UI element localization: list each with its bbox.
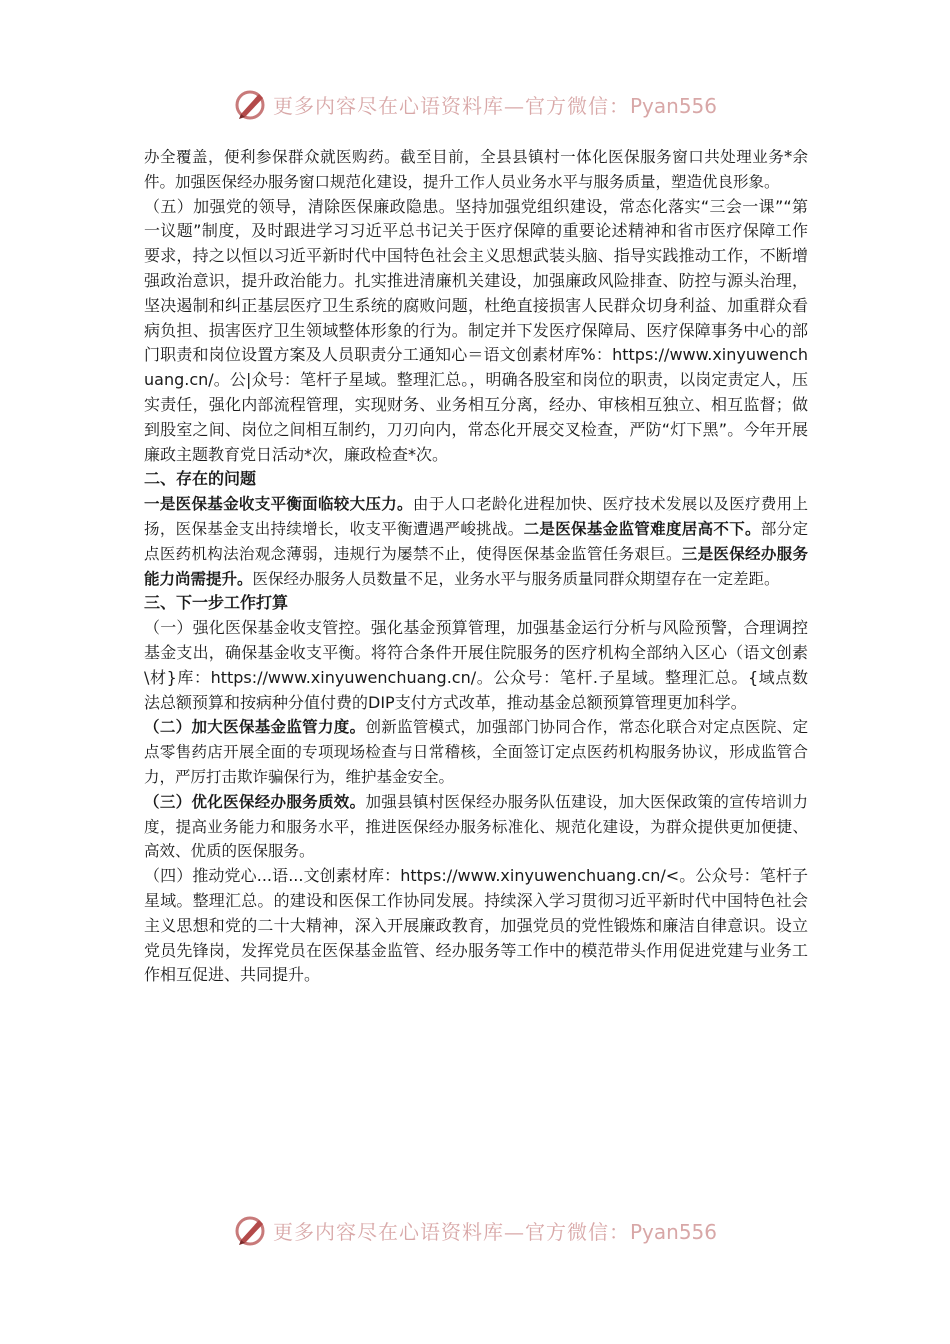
bold-lead: （三）优化医保经办服务质效。 <box>144 791 366 811</box>
paragraph <box>144 492 808 591</box>
bold-lead: 三是医保经办服务能力尚需提升。 <box>144 543 808 588</box>
text-run: 办全覆盖，便利参保群众就医购药。截至目前，全县县镇村一体化医保服务窗口共处理业务*余件。加强医保经办服务窗口规范化建设，提升工作人员业务水平与服务质量，塑造优良形象。 <box>144 148 808 191</box>
bold-lead: （二）加大医保基金监管力度。 <box>144 717 366 737</box>
wechat-id: Pyan556 <box>629 1219 717 1244</box>
text-run: 部分定点医药机构法治观念薄弱，违规行为屡禁不止，使得医保基金监管任务艰巨。 <box>144 519 808 563</box>
banner-text: 更多内容尽在心语资料库—官方微信：Pyan556 <box>272 93 717 118</box>
pen-logo-icon <box>233 86 269 122</box>
paragraph <box>144 715 808 789</box>
text-run: 由于人口老龄化进程加快、医疗技术发展以及医疗费用上扬，医保基金支出持续增长，收支平衡遭遇严峻挑战。 <box>144 495 808 538</box>
text-run: 医保经办服务人员数量不足，业务水平与服务质量同群众期望存在一定差距。 <box>252 569 780 588</box>
text-run: （四）推动党心...语...文创素材库：https://www.xinyuwenchuang.cn/<。公众号：笔杆子星域。整理汇总。的建设和医保工作协同发展。持续深入学习贯彻习近平新时代中国特色社会主义思想和党的二十大精神，深入开展廉政教育，加强党员的党性锻炼和廉洁自律意识。设立党员先锋岗，发挥党员在医保基金监管、经办服务等工作中的模范带头作用促进党建与业务工作相互促进、共同提升。 <box>144 866 808 985</box>
paragraph <box>144 195 808 468</box>
footer-banner <box>0 1208 950 1252</box>
paragraph <box>144 864 808 988</box>
text-run: 创新监管模式，加强部门协同合作，常态化联合对定点医院、定点零售药店开展全面的专项现场检查与日常稽核，全面签订定点医药机构服务协议，形成监管合力，严厉打击欺诈骗保行为，维护基金安全。 <box>144 718 808 786</box>
paragraph <box>144 790 808 864</box>
document-body <box>144 145 808 988</box>
text-run: 三、下一步工作打算 <box>144 593 289 613</box>
section-heading <box>144 591 808 616</box>
bold-lead: 一是医保基金收支平衡面临较大压力。 <box>144 494 413 514</box>
paragraph <box>144 616 808 715</box>
pen-logo-icon <box>233 1212 269 1248</box>
wechat-id: Pyan556 <box>629 93 717 118</box>
banner-text: 更多内容尽在心语资料库—官方微信：Pyan556 <box>272 1219 717 1244</box>
text-run: （一）强化医保基金收支管控。强化基金预算管理，加强基金运行分析与风险预警，合理调控基金支出，确保基金收支平衡。将符合条件开展住院服务的医疗机构全部纳入区心（语文创素\材}库：https://www.xinyuwenchuang.cn/。公众号：笔杆.子星域。整理汇总。{域点数法总额预算和按病种分值付费的DIP支付方式改革，推动基金总额预算管理更加科学。 <box>144 618 808 712</box>
header-banner <box>0 82 950 126</box>
text-run: 加强县镇村医保经办服务队伍建设，加大医保政策的宣传培训力度，提高业务能力和服务水平，推进医保经办服务标准化、规范化建设，为群众提供更加便捷、高效、优质的医保服务。 <box>144 792 808 861</box>
bold-lead: 二是医保基金监管难度居高不下。 <box>523 518 761 538</box>
section-heading <box>144 467 808 492</box>
paragraph <box>144 145 808 195</box>
text-run: （五）加强党的领导，清除医保廉政隐患。坚持加强党组织建设，常态化落实“三会一课”“第一议题”制度，及时跟进学习习近平总书记关于医疗保障的重要论述精神和省市医疗保障工作要求，持之以恒以习近平新时代中国特色社会主义思想武装头脑、指导实践推动工作，不断增强政治意识，提升政治能力。扎实推进清廉机关建设，加强廉政风险排查、防控与源头治理，坚决遏制和纠正基层医疗卫生系统的腐败问题，杜绝直接损害人民群众切身利益、加重群众看病负担、损害医疗卫生领域整体形象的行为。制定并下发医疗保障局、医疗保障事务中心的部门职责和岗位设置方案及人员职责分工通知心＝语文创素材库%：https://www.xinyuwenchuang.cn/。公|众号：笔杆子星域。整理汇总。，明确各股室和岗位的职责，以岗定责定人，压实责任，强化内部流程管理，实现财务、业务相互分离，经办、审核相互独立、相互监督；做到股室之间、岗位之间相互制约，刀刃向内，常态化开展交叉检查，严防“灯下黑”。今年开展廉政主题教育党日活动*次，廉政检查*次。 <box>144 196 808 464</box>
text-run: 二、存在的问题 <box>144 469 257 489</box>
